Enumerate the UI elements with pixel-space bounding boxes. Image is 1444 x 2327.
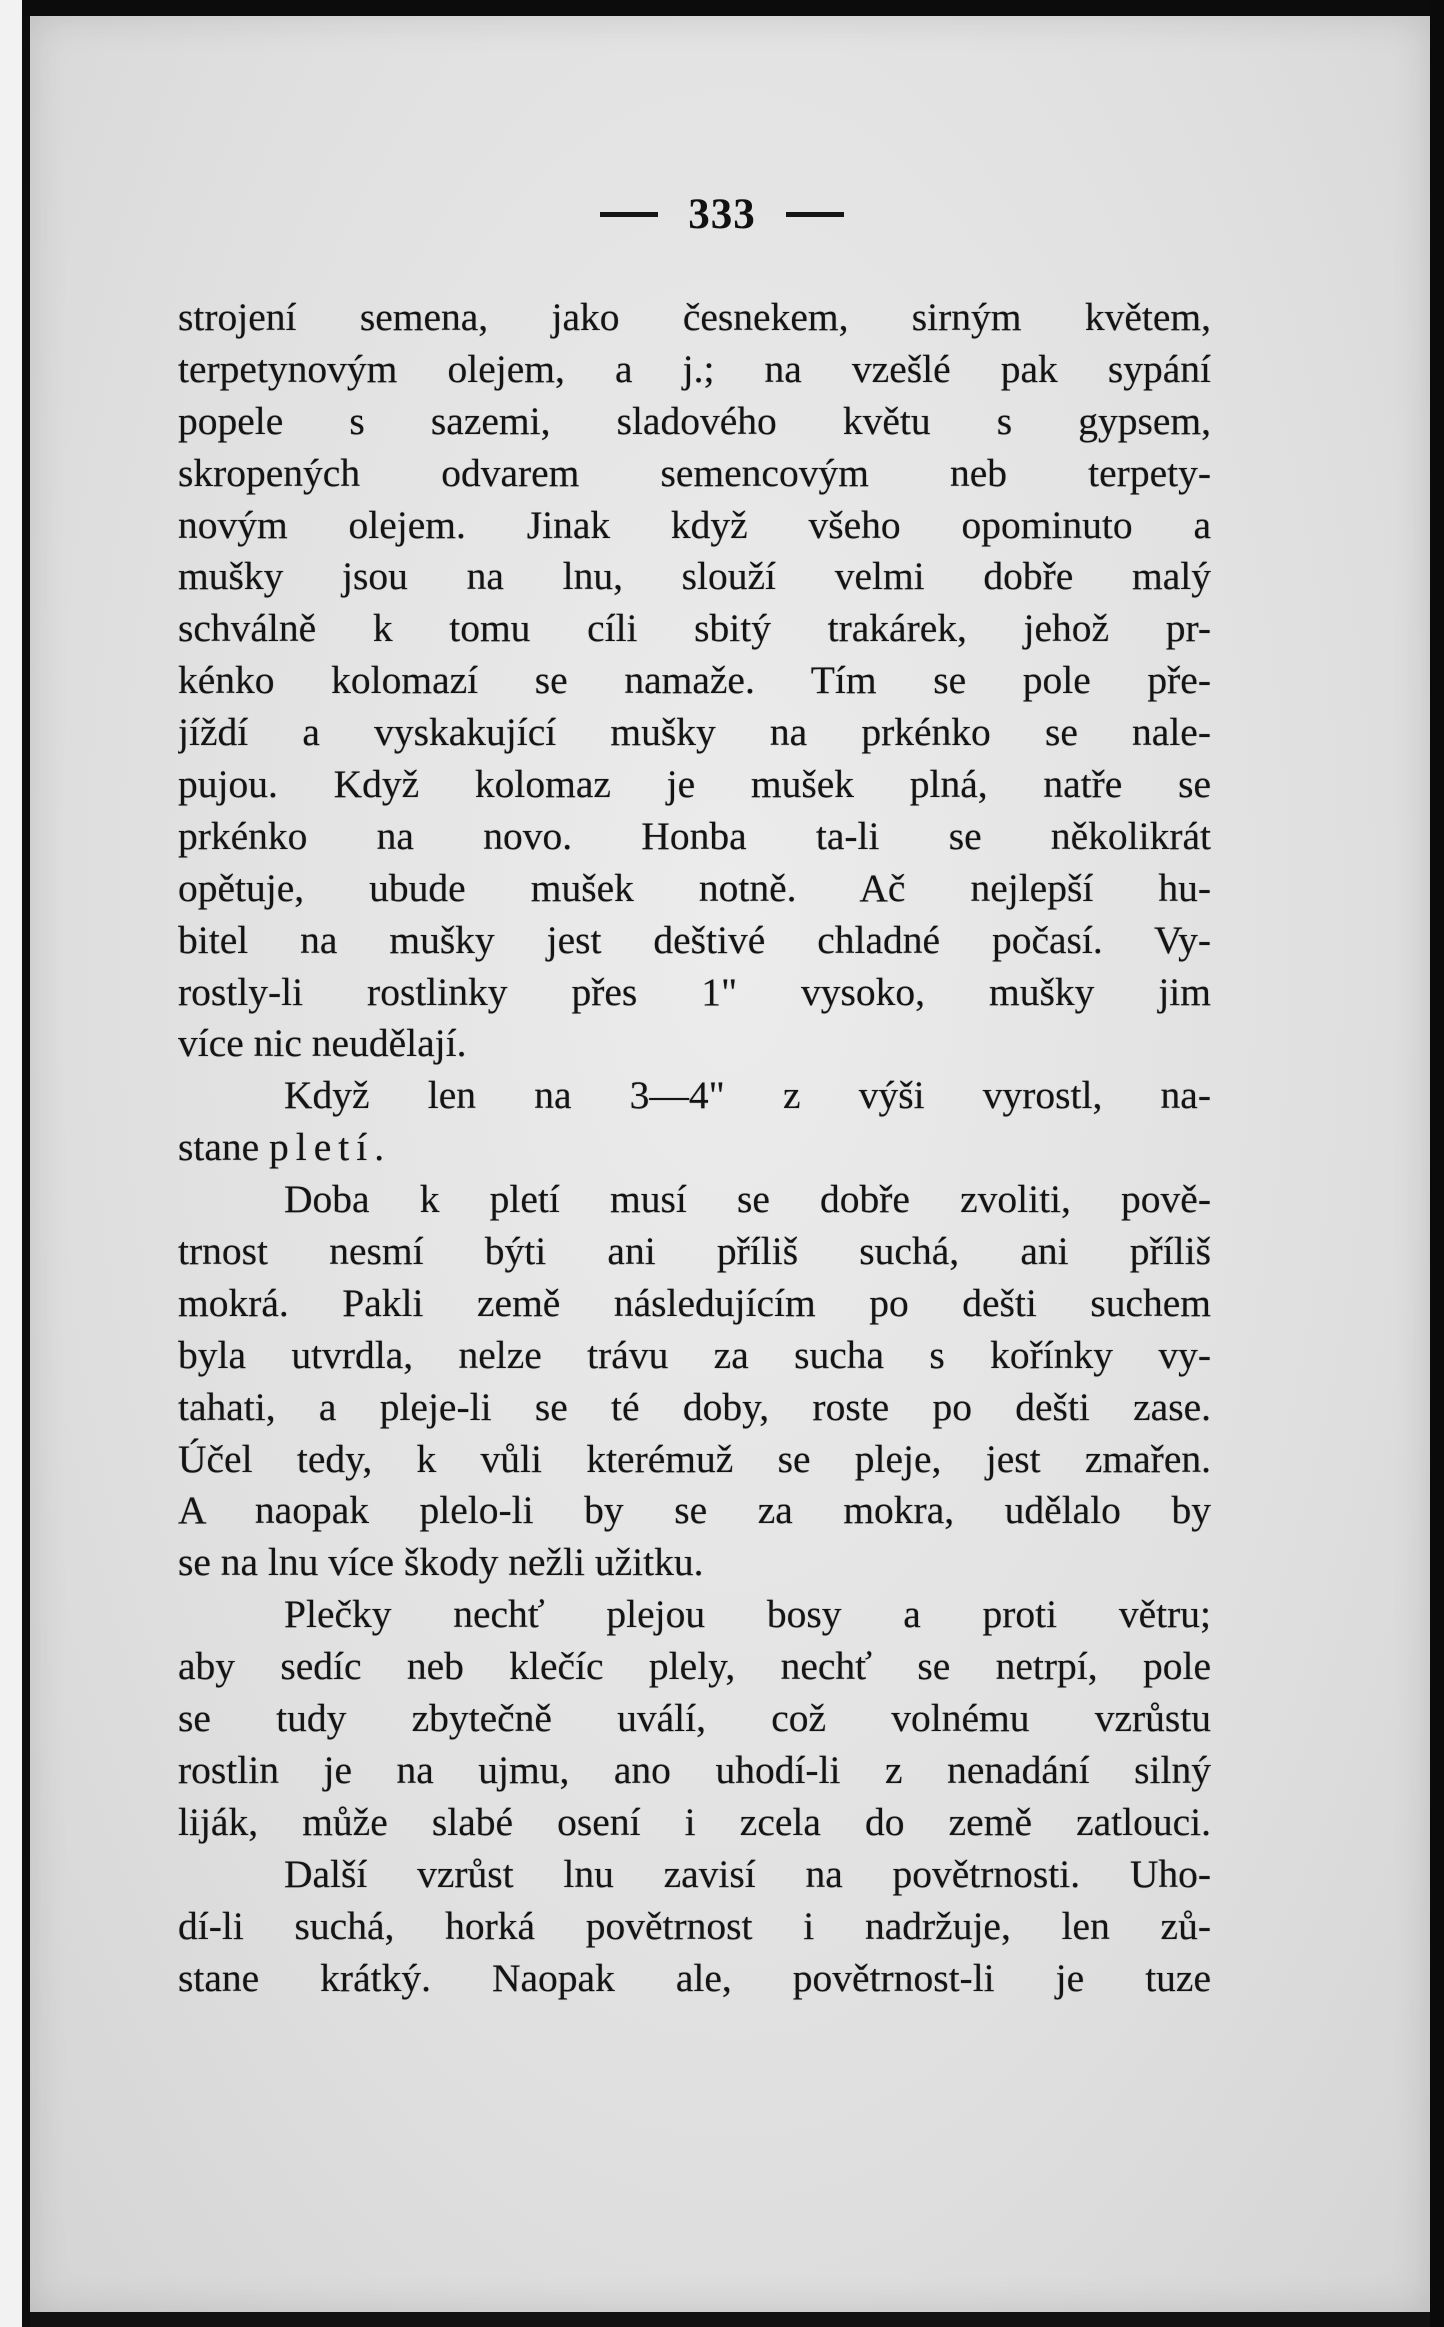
text-line-content: více nic neudělají.: [178, 1021, 467, 1066]
page-number: 333: [688, 191, 756, 238]
text-line-content: Účel tedy, k vůli kterémuž se pleje, jest zmařen.: [178, 1436, 1211, 1481]
page-body-text: [178, 292, 1211, 2004]
text-line: [178, 1537, 1211, 1589]
text-line: [178, 1122, 1211, 1174]
text-line-content: terpetynovým olejem, a j.; na vzešlé pak sypání: [178, 346, 1211, 391]
text-line: [178, 1434, 1211, 1486]
text-line: [178, 1070, 1211, 1122]
text-line: [178, 1849, 1211, 1901]
text-line: [178, 1693, 1211, 1745]
text-line: [178, 1589, 1211, 1641]
text-line-content: jíždí a vyskakující mušky na prkénko se nale-: [178, 710, 1211, 755]
text-line: [178, 396, 1211, 448]
text-line-content: byla utvrdla, nelze trávu za sucha s kořínky vy-: [178, 1332, 1211, 1377]
text-line-content: schválně k tomu cíli sbitý trakárek, jehož pr-: [178, 606, 1211, 651]
text-line: [178, 1641, 1211, 1693]
text-line: [178, 1174, 1211, 1226]
text-line: [178, 1797, 1211, 1849]
text-line: [178, 1745, 1211, 1797]
header-dash-right: [786, 212, 844, 217]
text-line-punctuation: .: [374, 1125, 385, 1170]
text-line-content: liják, může slabé osení i zcela do země zatlouci.: [178, 1799, 1211, 1844]
text-line-content: stane: [178, 1125, 270, 1170]
scan-right-edge: [1430, 0, 1444, 2327]
emphasized-term: pletí: [269, 1125, 375, 1170]
text-line: [178, 1382, 1211, 1434]
text-line-content: aby sedíc neb klečíc plely, nechť se netrpí, pole: [178, 1644, 1211, 1689]
text-line: [178, 603, 1211, 655]
text-line: [178, 448, 1211, 500]
text-line-content: Další vzrůst lnu zavisí na povětrnosti. Uho-: [284, 1851, 1211, 1896]
text-line: [178, 344, 1211, 396]
text-line: [178, 1226, 1211, 1278]
text-line: [178, 551, 1211, 603]
text-line-content: skropených odvarem semencovým neb terpety-: [178, 450, 1211, 495]
text-line-content: rostly-li rostlinky přes 1" vysoko, mušky jim: [178, 969, 1211, 1014]
text-line: [178, 1330, 1211, 1382]
text-line-content: mušky jsou na lnu, slouží velmi dobře malý: [178, 554, 1211, 599]
scan-top-edge: [22, 0, 1444, 16]
text-line-content: Plečky nechť plejou bosy a proti větru;: [284, 1592, 1211, 1637]
text-line-content: trnost nesmí býti ani příliš suchá, ani příliš: [178, 1229, 1211, 1274]
scan-left-margin: [0, 0, 22, 2327]
text-line-content: bitel na mušky jest deštivé chladné počasí. Vy-: [178, 917, 1211, 962]
text-line-content: Doba k pletí musí se dobře zvoliti, pově-: [284, 1177, 1211, 1222]
text-line-content: novým olejem. Jinak když všeho opominuto a: [178, 502, 1211, 547]
text-line: [178, 1018, 1211, 1070]
text-line-content: stane krátký. Naopak ale, povětrnost-li je tuze: [178, 1955, 1211, 2000]
text-line-content: pujou. Když kolomaz je mušek plná, natře se: [178, 762, 1211, 807]
text-line-content: dí-li suchá, horká povětrnost i nadržuje, len zů-: [178, 1903, 1211, 1948]
text-line-content: kénko kolomazí se namaže. Tím se pole pře-: [178, 658, 1211, 703]
text-line-content: se na lnu více škody nežli užitku.: [178, 1540, 704, 1585]
text-line: [178, 707, 1211, 759]
header-dash-left: [600, 212, 658, 217]
text-line-content: mokrá. Pakli země následujícím po dešti suchem: [178, 1280, 1211, 1325]
text-line-content: tahati, a pleje-li se té doby, roste po dešti zase.: [178, 1384, 1211, 1429]
text-line: [178, 1485, 1211, 1537]
text-line-content: se tudy zbytečně uválí, což volnému vzrůstu: [178, 1696, 1211, 1741]
text-line: [178, 967, 1211, 1019]
text-line-content: Když len na 3—4" z výši vyrostl, na-: [284, 1073, 1211, 1118]
text-line-content: popele s sazemi, sladového květu s gypsem,: [178, 398, 1211, 443]
text-line: [178, 915, 1211, 967]
text-line: [178, 1901, 1211, 1953]
text-line: [178, 1278, 1211, 1330]
text-line-content: strojení semena, jako česnekem, sirným květem,: [178, 295, 1211, 339]
text-line: [178, 292, 1211, 344]
text-line-content: A naopak plelo-li by se za mokra, udělalo by: [178, 1488, 1211, 1533]
text-line-content: prkénko na novo. Honba ta-li se několikrát: [178, 813, 1211, 858]
text-line: [178, 500, 1211, 552]
text-line: [178, 811, 1211, 863]
text-line-content: rostlin je na ujmu, ano uhodí-li z nenadání silný: [178, 1747, 1211, 1792]
text-line: [178, 759, 1211, 811]
text-line: [178, 655, 1211, 707]
text-line: [178, 1953, 1211, 2005]
text-line: [178, 863, 1211, 915]
scan-left-edge: [22, 0, 30, 2327]
text-line-content: opětuje, ubude mušek notně. Ač nejlepší hu-: [178, 865, 1211, 910]
page-header: [0, 190, 1444, 240]
